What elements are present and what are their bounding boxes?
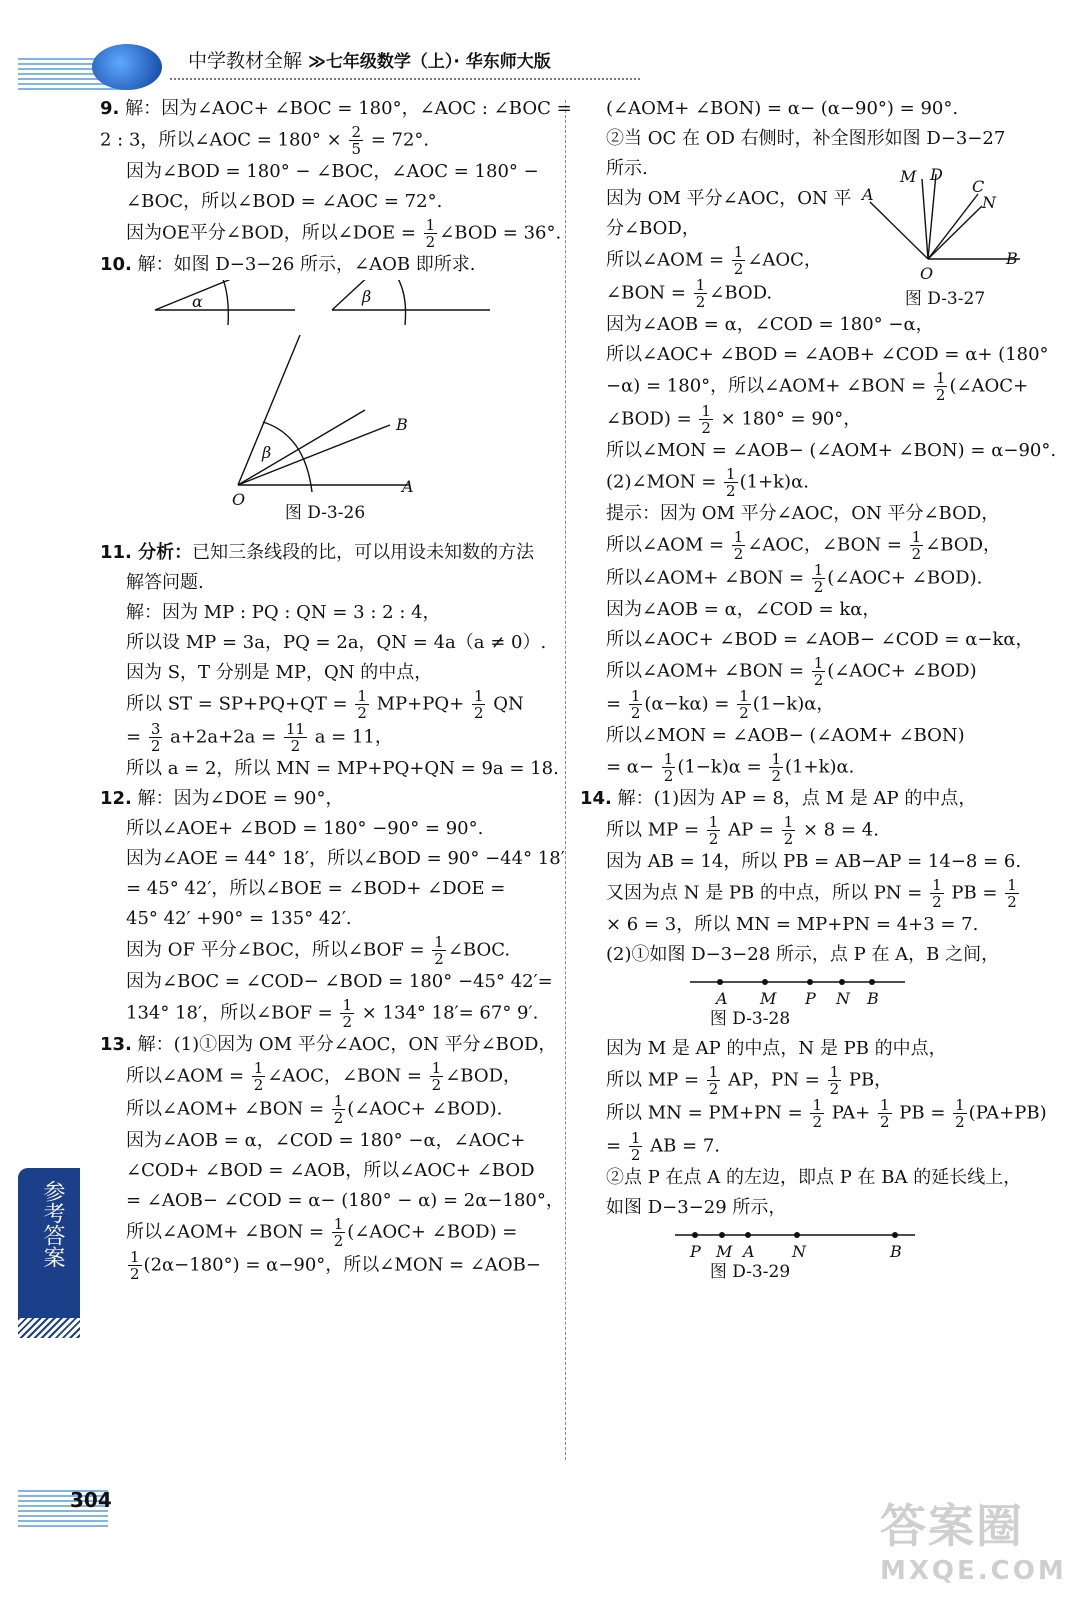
- svg-text:N: N: [792, 1242, 806, 1261]
- page-header: [0, 40, 1090, 100]
- label-alpha: α: [192, 292, 203, 311]
- right-column: (∠AOM+ ∠BON) = α− (α−90°) = 90°. ②当 OC 在 OD 右侧时，补全图形如图 D−3−27 所示. 因为 OM 平分∠AOC，ON 平 分∠BOD， M D C N A O B 图 D-3-27 所以∠AOM = $\frac{1}{2}$ ∠AOC， ∠BON = $\frac{1}{2}$ ∠BOD. 因为∠AOB = α，∠COD = 180° −α， 所以∠AOC+ ∠BOD = ∠AOB+ ∠COD = α+ (180° −α) = 180°，所以∠AOM+ ∠BON = $\frac{1}{2}$ (∠AOC+ ∠BOD) = $\frac{1}{2}$ × 180° = 90°， 所以∠MON = ∠AOB− (∠AOM+ ∠BON) = α−90°. (2)∠MON = $\frac{1}{2}$ (1+k)α. 提示：因为 OM 平分∠AOC，ON 平分∠BOD， 所以∠AOM = $\frac{1}{2}$ ∠AOC，∠BON = $\frac{1}{2}$ ∠BOD， 所以∠AOM+ ∠BON = $\frac{1}{2}$ (∠AOC+ ∠BOD). 因为∠AOB = α，∠COD = kα， 所以∠AOC+ ∠BOD = ∠AOB− ∠COD = α−kα， 所以∠AOM+ ∠BON = $\frac{1}{2}$ (∠AOC+ ∠BOD) = $\frac{1}{2}$ (α−kα) = $\frac{1}{2}$ (1−k)α， 所以∠MON = ∠AOB− (∠AOM+ ∠BON) = α− $\frac{1}{2}$ (1−k)α = $\frac{1}{2}$ (1+k)α. 14. 解：(1)因为 AP = 8，点 M 是 AP 的中点， 所以 MP = $\frac{1}{2}$ AP = $\frac{1}{2}$ × 8 = 4. 因为 AB = 14，所以 PB = AB−AP = 14−8 = 6. 又因为点 N 是 PB 的中点，所以 PN = $\frac{1}{2}$ PB = $\frac{1}{2}$ × 6 = 3，所以 MN = MP+PN = 4+3 = 7. (2)①如图 D−3−28 所示，点 P 在 A，B 之间， A M P N B 图 D-3-28 因为 M 是 AP 的中点，N 是 PB 的中点， 所以 MP = $\frac{1}{2}$ AP，PN = $\frac{1}{2}$ PB， 所以 MN = PM+PN = $\frac{1}{2}$ PA+ $\frac{1}{2}$ PB = $\frac{1}{2}$ (PA+PB) = $\frac{1}{2}$ AB = 7. ②点 P 在点 A 的左边，即点 P 在 BA 的延长线上， 如图 D−3−29 所示， P M A N B 图 D-3-29: [580, 94, 1040, 1287]
- side-hatch: [18, 1318, 80, 1338]
- svg-text:D: D: [930, 165, 943, 184]
- figure-d-3-28: A M P N B 图 D-3-28: [580, 970, 1040, 1034]
- left-column: 9. 解：因为∠AOC+ ∠BOC = 180°，∠AOC : ∠BOC = 2 : 3，所以∠AOC = 180° × $\frac{2}{5}$ = 72°. 因为∠BOD = 180° − ∠BOC，∠AOC = 180° − ∠BOC，所以∠BOD = ∠AOC = 72°. 因为OE平分∠BOD，所以∠DOE = $\frac{1}{2}$ ∠BOD = 36°. 10. 解：如图 D−3−26 所示，∠AOB 即所求. α β β B A O 图 D-3-26 11. 分析：已知三条线段的比，可以用设未知数的方法 解答问题. 解：因为 MP : PQ : QN = 3 : 2 : 4， 所以设 MP = 3a，PQ = 2a，QN = 4a（a ≠ 0）. 因为 S，T 分别是 MP，QN 的中点， 所以 ST = SP+PQ+QT = $\frac{1}{2}$ MP+PQ+ $\frac{1}{2}$ QN = $\frac{3}{2}$ a+2a+2a = $\frac{11}{2}$ a = 11， 所以 a = 2，所以 MN = MP+PQ+QN = 9a = 18. 12. 解：因为∠DOE = 90°， 所以∠AOE+ ∠BOD = 180° −90° = 90°. 因为∠AOE = 44° 18′，所以∠BOD = 90° −44° 18′ = 45° 42′，所以∠BOE = ∠BOD+ ∠DOE = 45° 42′ +90° = 135° 42′. 因为 OF 平分∠BOC，所以∠BOF = $\frac{1}{2}$ ∠BOC. 因为∠BOC = ∠COD− ∠BOD = 180° −45° 42′= 134° 18′，所以∠BOF = $\frac{1}{2}$ × 134° 18′= 67° 9′. 13. 解：(1)①因为 OM 平分∠AOC，ON 平分∠BOD， 所以∠AOM = $\frac{1}{2}$ ∠AOC，∠BON = $\frac{1}{2}$ ∠BOD， 所以∠AOM+ ∠BON = $\frac{1}{2}$ (∠AOC+ ∠BOD). 因为∠AOB = α，∠COD = 180° −α，∠AOC+ ∠COD+ ∠BOD = ∠AOB，所以∠AOC+ ∠BOD = ∠AOB− ∠COD = α− (180° − α) = 2α−180°， 所以∠AOM+ ∠BON = $\frac{1}{2}$ (∠AOC+ ∠BOD) = $\frac{1}{2}$ (2α−180°) = α−90°，所以∠MON = ∠AOB−: [100, 98, 572, 1283]
- book-logo-icon: [92, 44, 162, 90]
- svg-text:A: A: [862, 185, 874, 204]
- label-A: A: [402, 477, 414, 496]
- svg-text:N: N: [836, 989, 850, 1008]
- svg-text:M: M: [716, 1242, 733, 1261]
- page-number: 304: [70, 1488, 112, 1512]
- svg-text:O: O: [920, 264, 934, 283]
- figure-d-3-27: M D C N A O B 图 D-3-27: [862, 165, 1018, 309]
- svg-text:N: N: [982, 193, 996, 212]
- header-dotted-rule: [170, 78, 640, 80]
- label-O: O: [232, 490, 246, 509]
- watermark: 答案圈 MXQE.COM: [880, 1499, 1067, 1586]
- svg-text:P: P: [690, 1242, 701, 1261]
- svg-text:C: C: [972, 177, 985, 196]
- figure-d-3-26: [100, 280, 550, 528]
- column-divider: [565, 100, 566, 1460]
- svg-text:P: P: [805, 989, 816, 1008]
- label-B: B: [396, 415, 408, 434]
- caption-d-3-26: 图 D-3-26: [284, 503, 366, 523]
- svg-text:A: A: [716, 989, 728, 1008]
- label-beta-2: β: [262, 443, 272, 462]
- svg-text:M: M: [900, 167, 917, 186]
- svg-text:B: B: [1006, 249, 1018, 268]
- header-title: 中学教材全解 ≫七年级数学（上）· 华东师大版: [188, 50, 551, 72]
- label-beta-1: β: [362, 287, 372, 306]
- svg-text:B: B: [867, 989, 879, 1008]
- svg-text:B: B: [890, 1242, 902, 1261]
- side-tab-label: 参考答案: [40, 1180, 65, 1268]
- svg-text:A: A: [743, 1242, 755, 1261]
- svg-text:M: M: [760, 989, 777, 1008]
- figure-d-3-29: P M A N B 图 D-3-29: [580, 1223, 1040, 1287]
